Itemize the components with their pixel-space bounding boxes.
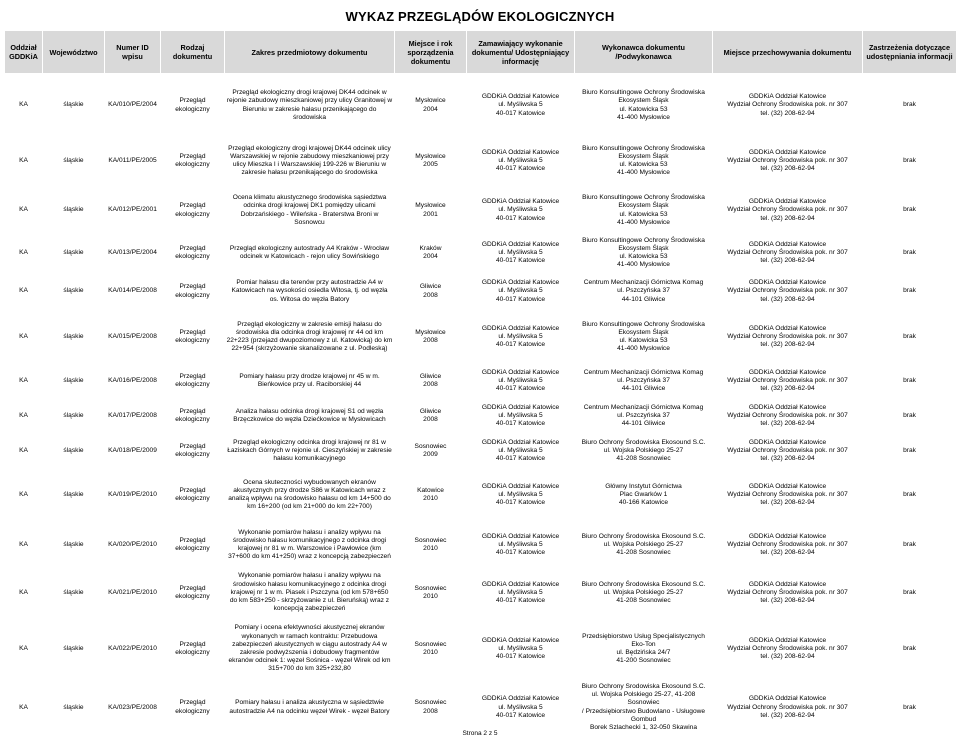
cell-rodzaj: Przegląd ekologiczny bbox=[175, 486, 210, 502]
cell-przechowywanie: GDDKiA Oddział Katowice Wydział Ochrony Środowiska pok. nr 307 tel. (32) 208-62-94 bbox=[727, 368, 848, 393]
cell-numer-id: KA/014/PE/2008 bbox=[108, 287, 157, 295]
cell-miejsce-rok: Katowice 2010 bbox=[417, 486, 444, 502]
cell-oddzial: KA bbox=[19, 206, 28, 214]
header-rodzaj: Rodzaj dokumentu bbox=[161, 31, 225, 74]
cell-miejsce-rok: Kraków 2004 bbox=[419, 244, 442, 260]
header-wykonawca: Wykonawca dokumentu /Podwykonawca bbox=[575, 31, 713, 74]
cell-zastrzezenia: brak bbox=[903, 101, 916, 109]
cell-zakres: Analiza hałasu odcinka drogi krajowej S1 od węzła Brzęczkowice do węzła Dziećkowice w Mysłowicach bbox=[233, 407, 386, 423]
header-miejsce-rok: Miejsce i rok sporządzenia dokumentu bbox=[395, 31, 467, 74]
cell-miejsce-rok: Gliwice 2008 bbox=[419, 283, 442, 299]
table-body bbox=[5, 74, 957, 733]
cell-wykonawca: Biuro Ochrony Środowiska Ekosound S.C. ul. Wojska Polskiego 25-27, 41-208 Sosnowiec / Przedsiębiorstwo Budowlano - Usługowe Gombud Borek Szlachecki 1, 32-050 Skawina bbox=[581, 683, 706, 732]
cell-zakres: Przegląd ekologiczny drogi krajowej DK44 odcinek ulicy Warszawskiej w rejonie zabudowy mieszkaniowej przy ulicy Mieszka I i Warszawskiej 199-226 w Bieruniu w zakresie hałasu przenikającego do środowiska bbox=[228, 144, 391, 177]
header-zamawiajacy: Zamawiający wykonanie dokumentu/ Udostępniający informację bbox=[467, 31, 575, 74]
cell-wykonawca: Biuro Ochrony Środowiska Ekosound S.C. ul. Wojska Polskiego 25-27 41-208 Sosnowiec bbox=[581, 580, 706, 605]
cell-oddzial: KA bbox=[19, 101, 28, 109]
cell-wykonawca: Centrum Mechanizacji Górnictwa Komag ul. Pszczyńska 37 44-101 Gliwice bbox=[583, 368, 704, 393]
cell-zastrzezenia: brak bbox=[903, 644, 916, 652]
cell-oddzial: KA bbox=[19, 156, 28, 164]
cell-oddzial: KA bbox=[19, 588, 28, 596]
cell-miejsce-rok: Mysłowice 2001 bbox=[415, 202, 446, 218]
cell-przechowywanie: GDDKiA Oddział Katowice Wydział Ochrony Środowiska pok. nr 307 tel. (32) 208-62-94 bbox=[727, 580, 848, 605]
cell-oddzial: KA bbox=[19, 490, 28, 498]
cell-zastrzezenia: brak bbox=[903, 206, 916, 214]
table-row bbox=[5, 236, 957, 270]
cell-zamawiajacy: GDDKiA Oddział Katowice ul. Myśliwska 5 40-017 Katowice bbox=[481, 695, 560, 719]
cell-rodzaj: Przegląd ekologiczny bbox=[175, 152, 210, 168]
cell-numer-id: KA/020/PE/2010 bbox=[108, 540, 157, 548]
header-przechowywanie: Miejsce przechowywania dokumentu bbox=[713, 31, 863, 74]
cell-wykonawca: Biuro Ochrony Środowiska Ekosound S.C. ul. Wojska Polskiego 25-27 41-208 Sosnowiec bbox=[581, 438, 706, 463]
cell-zakres: Przegląd ekologiczny drogi krajowej DK44 odcinek w rejonie zabudowy mieszkaniowej przy ulicy Granitowej w Bieruniu w zakresie hałasu przenikającego do środowiska bbox=[226, 89, 393, 121]
table-row bbox=[5, 683, 957, 732]
cell-zastrzezenia: brak bbox=[903, 248, 916, 256]
cell-miejsce-rok: Sosnowiec 2010 bbox=[414, 536, 447, 552]
cell-wykonawca: Biuro Konsultingowe Ochrony Środowiska Ekosystem Śląsk ul. Katowicka 53 41-400 Mysłowice bbox=[582, 236, 705, 269]
cell-miejsce-rok: Gliwice 2008 bbox=[419, 372, 442, 388]
cell-wojewodztwo: śląskie bbox=[63, 101, 84, 109]
cell-rodzaj: Przegląd ekologiczny bbox=[175, 699, 210, 715]
table-row bbox=[5, 523, 957, 567]
header-row bbox=[5, 31, 957, 74]
cell-przechowywanie: GDDKiA Oddział Katowice Wydział Ochrony Środowiska pok. nr 307 tel. (32) 208-62-94 bbox=[727, 93, 848, 117]
cell-miejsce-rok: Sosnowiec 2009 bbox=[414, 442, 447, 458]
cell-rodzaj: Przegląd ekologiczny bbox=[175, 244, 210, 260]
table-row bbox=[5, 571, 957, 615]
cell-rodzaj: Przegląd ekologiczny bbox=[175, 442, 210, 458]
cell-rodzaj: Przegląd ekologiczny bbox=[175, 407, 210, 423]
cell-wojewodztwo: śląskie bbox=[63, 446, 84, 454]
cell-numer-id: KA/022/PE/2010 bbox=[108, 644, 157, 652]
cell-wojewodztwo: śląskie bbox=[63, 248, 84, 256]
cell-wykonawca: Biuro Konsultingowe Ochrony Środowiska Ekosystem Śląsk ul. Katowicka 53 41-400 Mysłowice bbox=[582, 320, 705, 353]
cell-wojewodztwo: śląskie bbox=[63, 540, 84, 548]
cell-przechowywanie: GDDKiA Oddział Katowice Wydział Ochrony Środowiska pok. nr 307 tel. (32) 208-62-94 bbox=[727, 148, 848, 173]
cell-zamawiajacy: GDDKiA Oddział Katowice ul. Myśliwska 5 40-017 Katowice bbox=[481, 438, 560, 463]
cell-zamawiajacy: GDDKiA Oddział Katowice ul. Myśliwska 5 40-017 Katowice bbox=[481, 580, 560, 605]
cell-zastrzezenia: brak bbox=[903, 490, 916, 498]
cell-zastrzezenia: brak bbox=[903, 376, 916, 384]
table-row bbox=[5, 78, 957, 133]
cell-zakres: Przegląd ekologiczny w zakresie emisji hałasu do środowiska dla odcinka drogi krajowej nr 44 od km 22+223 (przejazd dwupoziomowy z ul. Katowicką) do km 22+954 (skrzyżowanie skanalizowane z ul. Podleską) bbox=[226, 320, 393, 353]
cell-rodzaj: Przegląd ekologiczny bbox=[175, 283, 210, 299]
cell-zakres: Przegląd ekologiczny odcinka drogi krajowej nr 81 w Łaziskach Górnych w rejonie ul. Cieszyńskiej w zakresie hałasu komunikacyjnego bbox=[227, 438, 392, 463]
cell-miejsce-rok: Mysłowice 2008 bbox=[415, 328, 446, 344]
cell-zastrzezenia: brak bbox=[903, 287, 916, 295]
table-row bbox=[5, 619, 957, 679]
cell-zakres: Ocena skuteczności wybudowanych ekranów akustycznych przy drodze S86 w Katowicach wraz z analizą wpływu na środowisko hałasu od km 14+500 do km 16+200 (od km 21+000 do km 22+700) bbox=[228, 478, 391, 511]
cell-oddzial: KA bbox=[19, 376, 28, 384]
cell-przechowywanie: GDDKiA Oddział Katowice Wydział Ochrony Środowiska pok. nr 307 tel. (32) 208-62-94 bbox=[727, 324, 848, 349]
header-oddzial: Oddział GDDKiA bbox=[5, 31, 43, 74]
cell-przechowywanie: GDDKiA Oddział Katowice Wydział Ochrony Środowiska pok. nr 307 tel. (32) 208-62-94 bbox=[727, 636, 848, 661]
cell-przechowywanie: GDDKiA Oddział Katowice Wydział Ochrony Środowiska pok. nr 307 tel. (32) 208-62-94 bbox=[727, 240, 848, 265]
header-zakres: Zakres przedmiotowy dokumentu bbox=[225, 31, 395, 74]
table-row bbox=[5, 365, 957, 397]
cell-zamawiajacy: GDDKiA Oddział Katowice ul. Myśliwska 5 40-017 Katowice bbox=[481, 532, 560, 557]
cell-zastrzezenia: brak bbox=[903, 411, 916, 419]
cell-wojewodztwo: śląskie bbox=[63, 287, 84, 295]
cell-oddzial: KA bbox=[19, 644, 28, 652]
table-row bbox=[5, 313, 957, 361]
table-row bbox=[5, 401, 957, 431]
cell-zakres: Wykonanie pomiarów hałasu i analizy wpływu na środowisko hałasu komunikacyjnego z odcinka drogi krajowej nr 81 w m. Warszowice i Pawłowice (km 37+600 do km 41+250) wraz z koncepcją zabezpieczeń bbox=[228, 528, 391, 561]
cell-zakres: Ocena klimatu akustycznego środowiska sąsiedztwa odcinka drogi krajowej DK1 pomiędzy ulicami Dobrzańskiego - Wileńska - Braterstwa Broni w Sosnowcu bbox=[232, 194, 387, 226]
cell-przechowywanie: GDDKiA Oddział Katowice Wydział Ochrony Środowiska pok. nr 307 tel. (32) 208-62-94 bbox=[727, 403, 848, 428]
cell-oddzial: KA bbox=[19, 703, 28, 711]
cell-rodzaj: Przegląd ekologiczny bbox=[175, 97, 210, 113]
cell-rodzaj: Przegląd ekologiczny bbox=[175, 584, 210, 600]
cell-przechowywanie: GDDKiA Oddział Katowice Wydział Ochrony Środowiska pok. nr 307 tel. (32) 208-62-94 bbox=[727, 279, 848, 303]
cell-wojewodztwo: śląskie bbox=[63, 644, 84, 652]
cell-miejsce-rok: Mysłowice 2005 bbox=[415, 152, 446, 168]
cell-numer-id: KA/013/PE/2004 bbox=[108, 248, 157, 256]
cell-zamawiajacy: GDDKiA Oddział Katowice ul. Myśliwska 5 40-017 Katowice bbox=[481, 148, 560, 173]
cell-wojewodztwo: śląskie bbox=[63, 376, 84, 384]
cell-numer-id: KA/012/PE/2001 bbox=[108, 206, 157, 214]
cell-oddzial: KA bbox=[19, 248, 28, 256]
cell-zakres: Pomiary hałasu i analiza akustyczna w sąsiedztwie autostradzie A4 na odcinku węzeł Wirek - węzeł Batory bbox=[229, 699, 390, 715]
cell-numer-id: KA/023/PE/2008 bbox=[108, 703, 157, 711]
cell-zastrzezenia: brak bbox=[903, 156, 916, 164]
cell-oddzial: KA bbox=[19, 411, 28, 419]
cell-przechowywanie: GDDKiA Oddział Katowice Wydział Ochrony Środowiska pok. nr 307 tel. (32) 208-62-94 bbox=[727, 198, 848, 222]
cell-zakres: Pomiary i ocena efektywności akustycznej ekranów wykonanych w ramach kontraktu: Przebudowa zabezpieczeń akustycznych w ciągu autostrady A4 w zakresie podwyższenia i dobudowy fragmentów ekranów odcinek 1: węzeł Sośnica - węzeł Wirek od km 315+700 do km 325+232,80 bbox=[228, 624, 391, 673]
cell-oddzial: KA bbox=[19, 446, 28, 454]
cell-miejsce-rok: Sosnowiec 2010 bbox=[414, 584, 447, 600]
cell-oddzial: KA bbox=[19, 540, 28, 548]
cell-zastrzezenia: brak bbox=[903, 540, 916, 548]
cell-oddzial: KA bbox=[19, 332, 28, 340]
cell-zastrzezenia: brak bbox=[903, 446, 916, 454]
table-row bbox=[5, 189, 957, 232]
cell-przechowywanie: GDDKiA Oddział Katowice Wydział Ochrony Środowiska pok. nr 307 tel. (32) 208-62-94 bbox=[727, 482, 848, 507]
cell-zamawiajacy: GDDKiA Oddział Katowice ul. Myśliwska 5 40-017 Katowice bbox=[481, 636, 560, 661]
cell-rodzaj: Przegląd ekologiczny bbox=[175, 328, 210, 344]
cell-zastrzezenia: brak bbox=[903, 703, 916, 711]
cell-wykonawca: Centrum Mechanizacji Górnictwa Komag ul. Pszczyńska 37 44-101 Gliwice bbox=[583, 403, 704, 428]
cell-rodzaj: Przegląd ekologiczny bbox=[175, 536, 210, 552]
table-row bbox=[5, 435, 957, 467]
cell-przechowywanie: GDDKiA Oddział Katowice Wydział Ochrony Środowiska pok. nr 307 tel. (32) 208-62-94 bbox=[727, 532, 848, 557]
cell-wykonawca: Główny Instytut Górnictwa Plac Gwarków 1 40-166 Katowice bbox=[605, 482, 682, 507]
cell-zamawiajacy: GDDKiA Oddział Katowice ul. Myśliwska 5 40-017 Katowice bbox=[481, 324, 560, 349]
page-title: WYKAZ PRZEGLĄDÓW EKOLOGICZNYCH bbox=[345, 9, 615, 24]
cell-wojewodztwo: śląskie bbox=[63, 411, 84, 419]
cell-wojewodztwo: śląskie bbox=[63, 206, 84, 214]
header-wojewodztwo: Województwo bbox=[43, 31, 105, 74]
cell-numer-id: KA/010/PE/2004 bbox=[108, 101, 157, 109]
cell-wykonawca: Biuro Konsultingowe Ochrony Środowiska Ekosystem Śląsk ul. Katowicka 53 41-400 Mysłowice bbox=[582, 194, 705, 226]
cell-rodzaj: Przegląd ekologiczny bbox=[175, 372, 210, 388]
table-row bbox=[5, 274, 957, 309]
cell-wykonawca: Biuro Ochrony Środowiska Ekosound S.C. ul. Wojska Polskiego 25-27 41-208 Sosnowiec bbox=[581, 532, 706, 557]
cell-numer-id: KA/011/PE/2005 bbox=[108, 156, 157, 164]
cell-zamawiajacy: GDDKiA Oddział Katowice ul. Myśliwska 5 40-017 Katowice bbox=[481, 93, 560, 117]
cell-oddzial: KA bbox=[19, 287, 28, 295]
cell-przechowywanie: GDDKiA Oddział Katowice Wydział Ochrony Środowiska pok. nr 307 tel. (32) 208-62-94 bbox=[727, 438, 848, 463]
cell-rodzaj: Przegląd ekologiczny bbox=[175, 640, 210, 656]
cell-wykonawca: Centrum Mechanizacji Górnictwa Komag ul. Pszczyńska 37 44-101 Gliwice bbox=[583, 279, 704, 303]
cell-zastrzezenia: brak bbox=[903, 332, 916, 340]
cell-numer-id: KA/015/PE/2008 bbox=[108, 332, 157, 340]
cell-numer-id: KA/019/PE/2010 bbox=[108, 490, 157, 498]
cell-miejsce-rok: Sosnowiec 2008 bbox=[414, 699, 447, 715]
cell-zamawiajacy: GDDKiA Oddział Katowice ul. Myśliwska 5 40-017 Katowice bbox=[481, 403, 560, 428]
cell-zamawiajacy: GDDKiA Oddział Katowice ul. Myśliwska 5 40-017 Katowice bbox=[481, 482, 560, 507]
cell-zamawiajacy: GDDKiA Oddział Katowice ul. Myśliwska 5 40-017 Katowice bbox=[481, 368, 560, 393]
cell-wykonawca: Biuro Konsultingowe Ochrony Środowiska Ekosystem Śląsk ul. Katowicka 53 41-400 Mysłowice bbox=[582, 144, 705, 177]
cell-wojewodztwo: śląskie bbox=[63, 332, 84, 340]
cell-zakres: Wykonanie pomiarów hałasu i analizy wpływu na środowisko hałasu komunikacyjnego z odcinka drogi krajowej nr 1 w m. Piasek i Pszczyna (od km 578+650 do km 583+250 - skrzyżowanie z ul. Bieruńską) wraz z koncepcją zabezpieczeń bbox=[229, 572, 390, 613]
page-footer: Strona 2 z 5 bbox=[462, 730, 498, 737]
cell-numer-id: KA/016/PE/2008 bbox=[108, 376, 157, 384]
cell-miejsce-rok: Mysłowice 2004 bbox=[415, 97, 446, 113]
cell-wojewodztwo: śląskie bbox=[63, 156, 84, 164]
cell-zamawiajacy: GDDKiA Oddział Katowice ul. Myśliwska 5 40-017 Katowice bbox=[481, 240, 560, 265]
cell-wykonawca: Biuro Konsultingowe Ochrony Środowiska Ekosystem Śląsk ul. Katowicka 53 41-400 Mysłowice bbox=[582, 89, 705, 121]
cell-zakres: Pomiar hałasu dla terenów przy autostradzie A4 w Katowicach na wysokości osiedla Witosa, tj. od węzła os. Witosa do węzła Batory bbox=[231, 279, 388, 303]
cell-przechowywanie: GDDKiA Oddział Katowice Wydział Ochrony Środowiska pok. nr 307 tel. (32) 208-62-94 bbox=[727, 695, 848, 719]
header-numer-id: Numer ID wpisu bbox=[105, 31, 161, 74]
cell-wojewodztwo: śląskie bbox=[63, 490, 84, 498]
cell-rodzaj: Przegląd ekologiczny bbox=[175, 202, 210, 218]
cell-wojewodztwo: śląskie bbox=[63, 588, 84, 596]
cell-numer-id: KA/018/PE/2009 bbox=[108, 446, 157, 454]
cell-zastrzezenia: brak bbox=[903, 588, 916, 596]
cell-zamawiajacy: GDDKiA Oddział Katowice ul. Myśliwska 5 40-017 Katowice bbox=[481, 198, 560, 222]
cell-wykonawca: Przedsiębiorstwo Usług Specjalistycznych Eko-Ton ul. Będzińska 24/7 41-200 Sosnowiec bbox=[582, 632, 705, 665]
cell-numer-id: KA/017/PE/2008 bbox=[108, 411, 157, 419]
cell-wojewodztwo: śląskie bbox=[63, 703, 84, 711]
cell-zakres: Pomiary hałasu przy drodze krajowej nr 45 w m. Bieńkowice przy ul. Raciborskiej 44 bbox=[239, 372, 380, 388]
cell-miejsce-rok: Gliwice 2008 bbox=[419, 407, 442, 423]
cell-miejsce-rok: Sosnowiec 2010 bbox=[414, 640, 447, 656]
cell-zamawiajacy: GDDKiA Oddział Katowice ul. Myśliwska 5 40-017 Katowice bbox=[481, 279, 560, 303]
cell-zakres: Przegląd ekologiczny autostrady A4 Kraków - Wrocław odcinek w Katowicach - rejon ulicy Sowińskiego bbox=[229, 244, 390, 260]
header-zastrzezenia: Zastrzeżenia dotyczące udostępniania informacji bbox=[863, 31, 957, 74]
cell-numer-id: KA/021/PE/2010 bbox=[108, 588, 157, 596]
table-row bbox=[5, 137, 957, 185]
table-row bbox=[5, 471, 957, 519]
records-table bbox=[4, 30, 957, 732]
